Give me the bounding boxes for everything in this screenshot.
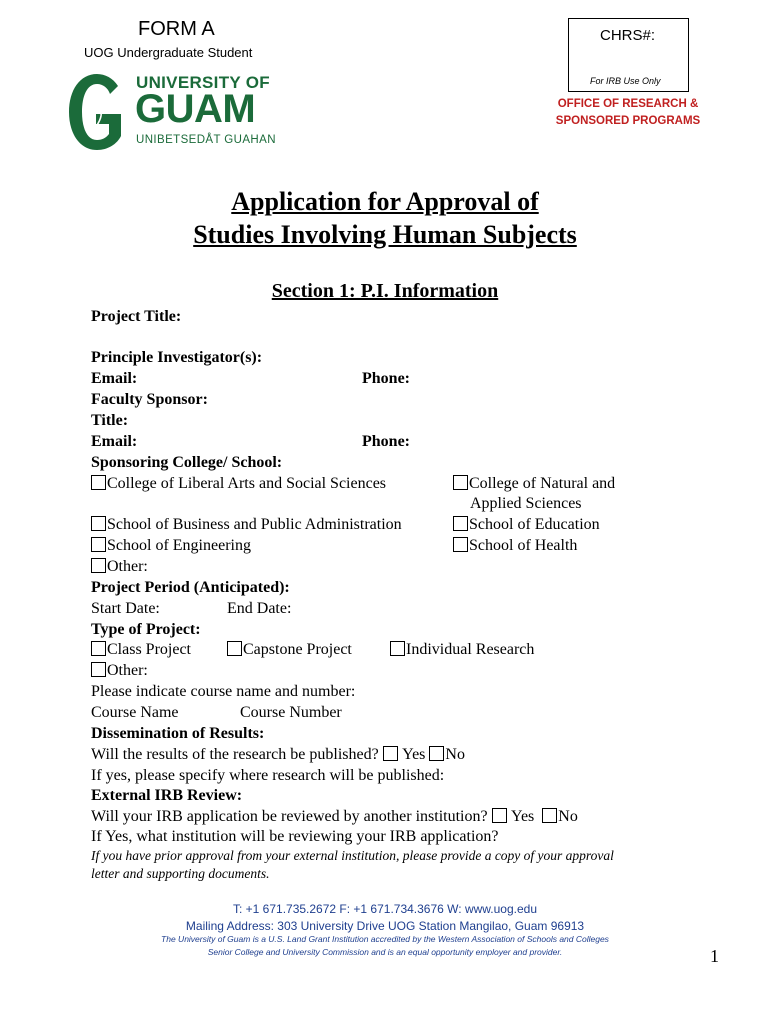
pi-label: Principle Investigator(s): — [91, 349, 263, 366]
school-engineering-option[interactable] — [91, 537, 251, 555]
checkbox[interactable] — [91, 662, 106, 677]
logo-unibetsedat: UNIBETSEDÅT GUAHAN — [136, 134, 276, 146]
external-yes-label: Yes — [511, 808, 535, 825]
type-individual-option[interactable] — [390, 641, 534, 659]
form-subtitle: UOG Undergraduate Student — [84, 45, 253, 60]
checkbox[interactable] — [453, 537, 468, 552]
checkbox[interactable] — [453, 475, 468, 490]
checkbox[interactable] — [390, 641, 405, 656]
logo-university-of: UNIVERSITY OF — [136, 73, 270, 92]
option-label: School of Education — [469, 516, 600, 533]
school-education-option[interactable] — [453, 516, 600, 534]
publish-yes-checkbox[interactable] — [383, 746, 398, 761]
page-title-line-2: Studies Involving Human Subjects — [193, 220, 577, 249]
checkbox[interactable] — [91, 475, 106, 490]
school-business-option[interactable] — [91, 516, 402, 534]
publish-question-row — [91, 746, 465, 764]
footer-legal-2: Senior College and University Commission and is an equal opportunity employer and provider. — [207, 947, 563, 957]
publish-no-label: No — [445, 746, 465, 763]
faculty-sponsor-label: Faculty Sponsor: — [91, 391, 208, 408]
type-other-option[interactable] — [91, 662, 148, 680]
pi-phone-label: Phone: — [362, 370, 410, 387]
end-date-label: End Date: — [227, 600, 292, 617]
college-heading: Sponsoring College/ School: — [91, 454, 283, 471]
type-capstone-option[interactable] — [227, 641, 352, 659]
page-number: 1 — [710, 946, 719, 966]
checkbox[interactable] — [227, 641, 242, 656]
sponsor-title-label: Title: — [91, 412, 129, 429]
chrs-label: CHRS#: — [600, 27, 656, 44]
footer-contact: T: +1 671.735.2672 F: +1 671.734.3676 W: www.uog.edu — [232, 902, 537, 916]
form-label: FORM A — [138, 18, 215, 40]
external-yes-checkbox[interactable] — [492, 808, 507, 823]
university-logo-g-icon — [66, 72, 130, 157]
page-title-line-1: Application for Approval of — [231, 187, 539, 216]
option-label: Individual Research — [406, 641, 535, 658]
option-label: College of Liberal Arts and Social Sciences — [107, 475, 387, 492]
project-period-heading: Project Period (Anticipated): — [91, 579, 290, 596]
sponsor-email-label: Email: — [91, 433, 138, 450]
project-title-label: Project Title: — [91, 308, 182, 325]
publish-question: Will the results of the research be published? — [91, 746, 379, 763]
office-name — [545, 96, 711, 130]
external-no-checkbox[interactable] — [542, 808, 557, 823]
option-label: Other: — [107, 558, 148, 575]
publish-yes-label: Yes — [402, 746, 426, 763]
type-class-option[interactable] — [91, 641, 191, 659]
checkbox[interactable] — [91, 516, 106, 531]
course-number-label: Course Number — [240, 704, 342, 721]
project-type-heading: Type of Project: — [91, 621, 201, 638]
checkbox[interactable] — [91, 558, 106, 573]
option-label: School of Business and Public Administration — [107, 516, 402, 533]
course-name-label: Course Name — [91, 704, 179, 721]
external-question: Will your IRB application be reviewed by another institution? — [91, 808, 488, 825]
external-question-row — [91, 808, 578, 826]
option-label: Capstone Project — [243, 641, 352, 658]
external-no-label: No — [558, 808, 578, 825]
publish-where-label: If yes, please specify where research will be published: — [91, 767, 445, 784]
college-liberal-arts-option[interactable] — [91, 475, 386, 493]
dissemination-heading: Dissemination of Results: — [91, 725, 265, 742]
option-label: Class Project — [107, 641, 191, 658]
option-label: Other: — [107, 662, 148, 679]
course-prompt: Please indicate course name and number: — [91, 683, 356, 700]
college-natural-applied-label-2: Applied Sciences — [470, 495, 582, 512]
checkbox[interactable] — [91, 641, 106, 656]
approval-note-line-1: If you have prior approval from your external institution, please provide a copy of your approval — [91, 848, 614, 863]
external-review-heading: External IRB Review: — [91, 787, 243, 804]
footer-legal-1: The University of Guam is a U.S. Land Grant Institution accredited by the Western Association of Schools and Colleges — [161, 934, 609, 944]
school-health-option[interactable] — [453, 537, 577, 555]
publish-no-checkbox[interactable] — [429, 746, 444, 761]
checkbox[interactable] — [453, 516, 468, 531]
section-heading: Section 1: P.I. Information — [271, 280, 499, 302]
irb-use-label: For IRB Use Only — [590, 76, 661, 86]
approval-note-line-2: letter and supporting documents. — [91, 866, 270, 881]
footer-address: Mailing Address: 303 University Drive UOG Station Mangilao, Guam 96913 — [185, 919, 585, 933]
checkbox[interactable] — [91, 537, 106, 552]
office-line-2: SPONSORED PROGRAMS — [555, 115, 701, 127]
college-natural-applied-option[interactable] — [453, 475, 615, 493]
option-label: School of Engineering — [107, 537, 251, 554]
sponsor-phone-label: Phone: — [362, 433, 410, 450]
option-label: College of Natural and — [469, 475, 616, 492]
college-other-option[interactable] — [91, 558, 148, 576]
external-which-label: If Yes, what institution will be reviewing your IRB application? — [91, 828, 499, 845]
office-line-1: OFFICE OF RESEARCH & — [557, 98, 699, 110]
start-date-label: Start Date: — [91, 600, 160, 617]
logo-guam: GUAM — [135, 87, 256, 131]
pi-email-label: Email: — [91, 370, 138, 387]
option-label: School of Health — [469, 537, 578, 554]
